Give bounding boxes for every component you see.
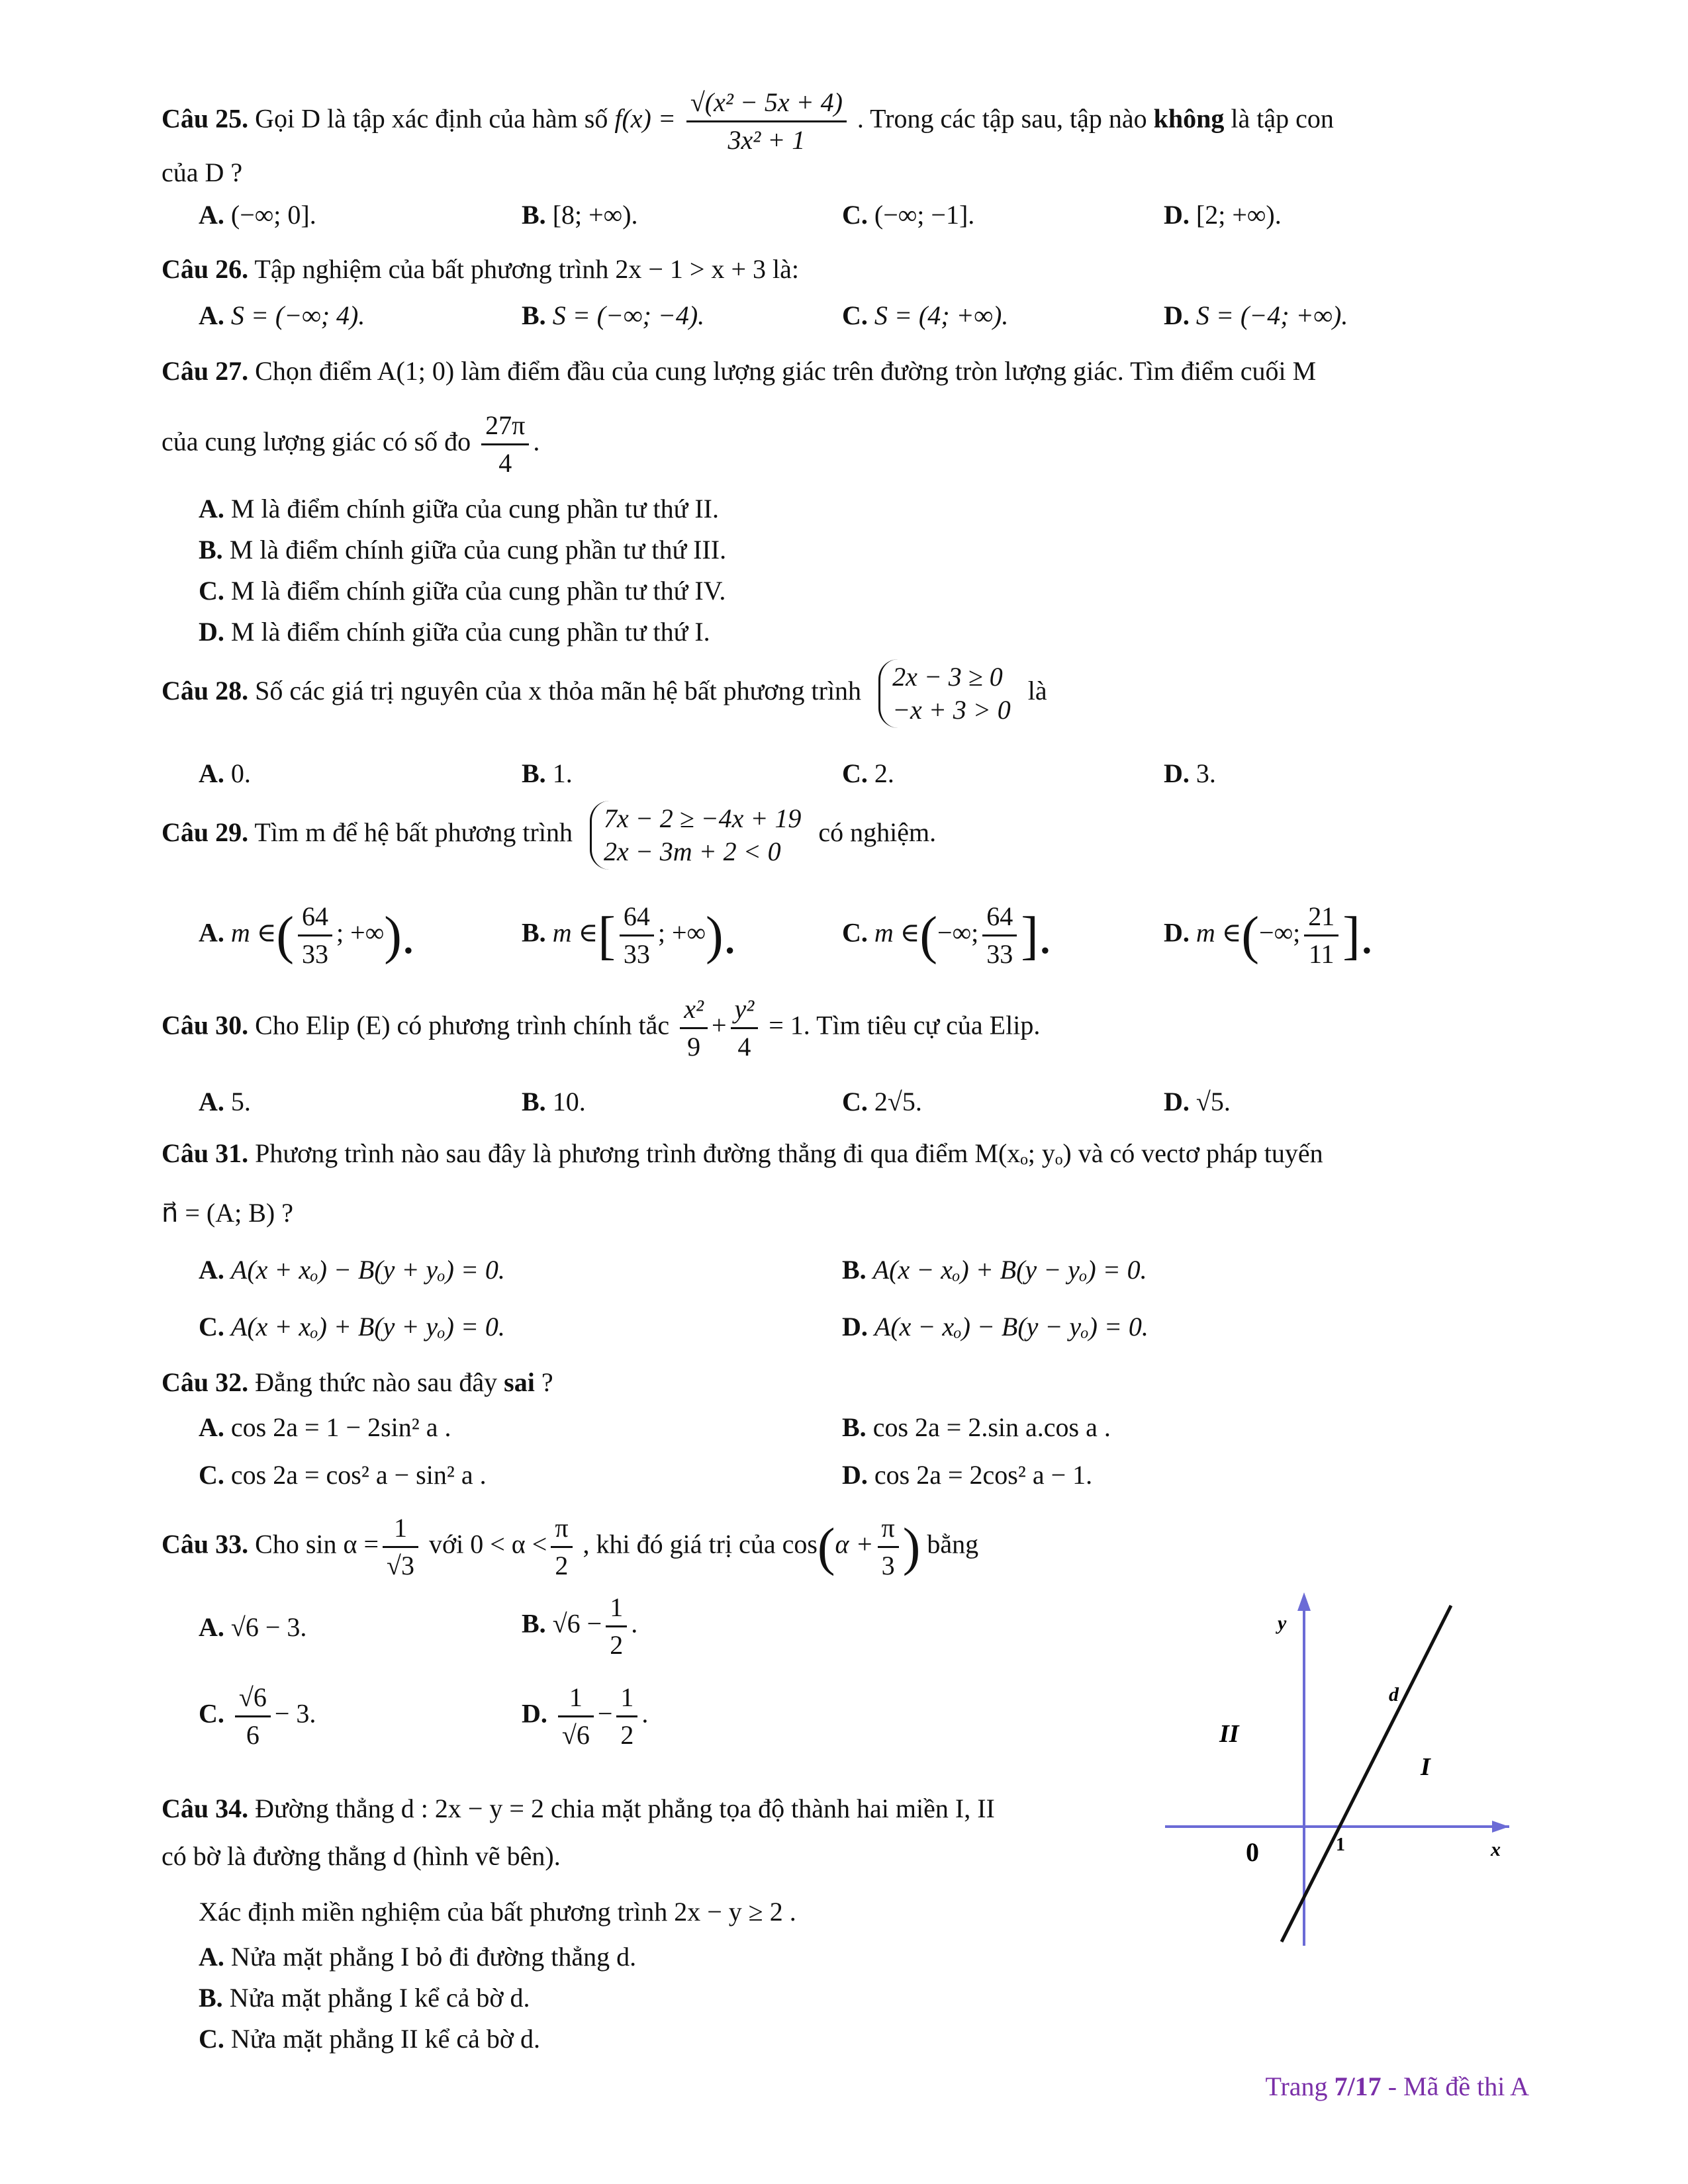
q25-option-b[interactable]: B. [8; +∞). — [522, 200, 638, 230]
line-d-label: d — [1389, 1684, 1399, 1706]
q28-option-c[interactable]: C. 2. — [842, 758, 894, 788]
q30-option-c[interactable]: C. 2√5. — [842, 1087, 922, 1116]
question-34-line3: Xác định miền nghiệm của bất phương trình 2x − y ≥ 2 . — [199, 1897, 796, 1927]
function-fraction: $\frac{\text{√(x² − 5x + 4)}}{\text{3x² + 1}}$ — [686, 86, 847, 157]
y-axis-label: y — [1278, 1612, 1287, 1634]
page-footer: Trang 7/17 - Mã đề thi A — [1265, 2071, 1529, 2101]
q29-option-b[interactable]: B. m ∈[ $\frac{64}{33}$ ; +∞). — [522, 901, 737, 969]
page-number: 7/17 — [1334, 2071, 1382, 2101]
q33-option-b[interactable]: B. √6 − $\frac{1}{2}$ . — [522, 1592, 638, 1660]
region-two-label: II — [1219, 1720, 1239, 1748]
coordinate-figure — [1165, 1588, 1509, 1946]
q27-option-c[interactable]: C. M là điểm chính giữa của cung phần tư thứ IV. — [199, 576, 726, 606]
q32-option-a[interactable]: A. cos 2a = 1 − 2sin² a . — [199, 1412, 451, 1442]
question-27: Câu 27. Chọn điểm A(1; 0) làm điểm đầu của cung lượng giác trên đường tròn lượng giác. Tìm điểm cuối M — [162, 356, 1317, 386]
emphasis-sai: sai — [504, 1367, 535, 1397]
q32-option-b[interactable]: B. cos 2a = 2.sin a.cos a . — [842, 1412, 1111, 1442]
angle-fraction: $\frac{27\pi}{4}$ — [481, 409, 529, 480]
q28-option-d[interactable]: D. 3. — [1164, 758, 1216, 788]
q31-option-a[interactable]: A. A(x + xₒ) − B(y + yₒ) = 0. — [199, 1255, 505, 1285]
q26-option-c[interactable]: C. S = (4; +∞). — [842, 300, 1009, 330]
q28-option-b[interactable]: B. 1. — [522, 758, 573, 788]
q32-option-d[interactable]: D. cos 2a = 2cos² a − 1. — [842, 1460, 1093, 1490]
question-25-line2: của D ? — [162, 158, 243, 187]
y-axis — [1297, 1592, 1311, 1946]
q30-option-b[interactable]: B. 10. — [522, 1087, 586, 1116]
function-lhs: f(x) = — [614, 103, 676, 134]
q25-option-c[interactable]: C. (−∞; −1]. — [842, 200, 975, 230]
q27-option-b[interactable]: B. M là điểm chính giữa của cung phần tư thứ III. — [199, 535, 727, 565]
q32-option-c[interactable]: C. cos 2a = cos² a − sin² a . — [199, 1460, 487, 1490]
q25-option-a[interactable]: A. (−∞; 0]. — [199, 200, 316, 230]
q26-option-b[interactable]: B. S = (−∞; −4). — [522, 300, 705, 330]
q27-option-d[interactable]: D. M là điểm chính giữa của cung phần tư thứ I. — [199, 617, 710, 647]
question-31: Câu 31. Phương trình nào sau đây là phương trình đường thẳng đi qua điểm M(xₒ; yₒ) và có vectơ pháp tuyến — [162, 1138, 1323, 1168]
question-33: Câu 33. Cho sin α = $\frac{1}{√3}$ với 0 < α < $\frac{\pi}{2}$ , khi đó giá trị của cos(α + $\frac{\pi}{3}$ ) bằng — [162, 1513, 979, 1580]
q28-option-a[interactable]: A. 0. — [199, 758, 251, 788]
question-28: Câu 28. Số các giá trị nguyên của x thỏa mãn hệ bất phương trình 2x − 3 ≥ 0 −x + 3 > 0 là — [162, 659, 1529, 728]
question-27-line2: của cung lượng giác có số đo $\frac{27\pi}{4}$ . — [162, 409, 1529, 480]
q33-option-d[interactable]: D. $\frac{1}{√6}$ − $\frac{1}{2}$ . — [522, 1682, 649, 1750]
question-25: Câu 25. Gọi D là tập xác định của hàm số f(x) = $\frac{\text{√(x² − 5x + 4)}}{\text{3x² + 1}}$ . Trong các tập sau, tập nào không là tập con — [162, 86, 1529, 157]
q30-option-d[interactable]: D. √5. — [1164, 1087, 1231, 1116]
region-one-label: I — [1421, 1753, 1430, 1781]
q29-option-a[interactable]: A. m ∈( $\frac{64}{33}$ ; +∞). — [199, 901, 415, 969]
question-26: Câu 26. Tập nghiệm của bất phương trình 2x − 1 > x + 3 là: — [162, 254, 799, 284]
q34-option-b[interactable]: B. Nửa mặt phẳng I kể cả bờ d. — [199, 1983, 530, 2013]
question-25-text: Gọi D là tập xác định của hàm số — [255, 103, 608, 134]
q25-option-d[interactable]: D. [2; +∞). — [1164, 200, 1282, 230]
q27-option-a[interactable]: A. M là điểm chính giữa của cung phần tư thứ II. — [199, 494, 719, 523]
question-31-line2: n⃗ = (A; B) ? — [162, 1198, 293, 1228]
q33-option-a[interactable]: A. √6 − 3. — [199, 1612, 307, 1642]
q33-option-c[interactable]: C. $\frac{√6}{6}$ − 3. — [199, 1682, 316, 1750]
q34-option-c[interactable]: C. Nửa mặt phẳng II kể cả bờ d. — [199, 2024, 540, 2054]
inequality-system: 7x − 2 ≥ −4x + 19 2x − 3m + 2 < 0 — [590, 801, 801, 870]
question-34-line2: có bờ là đường thẳng d (hình vẽ bên). — [162, 1841, 561, 1871]
emphasis-khong: không — [1153, 103, 1225, 134]
q29-option-c[interactable]: C. m ∈(−∞; $\frac{64}{33}$ ]. — [842, 901, 1052, 969]
x-axis-label: x — [1491, 1839, 1501, 1860]
inequality-system: 2x − 3 ≥ 0 −x + 3 > 0 — [878, 659, 1011, 728]
q31-option-b[interactable]: B. A(x − xₒ) + B(y − yₒ) = 0. — [842, 1255, 1147, 1285]
origin-label: 0 — [1246, 1837, 1259, 1867]
q26-option-d[interactable]: D. S = (−4; +∞). — [1164, 300, 1348, 330]
q34-option-a[interactable]: A. Nửa mặt phẳng I bỏ đi đường thẳng d. — [199, 1942, 637, 1972]
q26-option-a[interactable]: A. S = (−∞; 4). — [199, 300, 365, 330]
question-34: Câu 34. Đường thẳng d : 2x − y = 2 chia mặt phẳng tọa độ thành hai miền I, II — [162, 1794, 995, 1823]
question-32: Câu 32. Đẳng thức nào sau đây sai ? — [162, 1367, 553, 1397]
question-30: Câu 30. Cho Elip (E) có phương trình chính tắc $\frac{\text{x²}}{9}$ + $\frac{\text{y²}}{4}$ = 1. Tìm tiêu cự của Elip. — [162, 994, 1041, 1062]
q30-option-a[interactable]: A. 5. — [199, 1087, 251, 1116]
question-25-label: Câu 25. — [162, 103, 249, 134]
tick-one-label: 1 — [1336, 1835, 1345, 1855]
q29-option-d[interactable]: D. m ∈(−∞; $\frac{21}{11}$ ]. — [1164, 901, 1374, 969]
question-29: Câu 29. Tìm m để hệ bất phương trình 7x − 2 ≥ −4x + 19 2x − 3m + 2 < 0 có nghiệm. — [162, 801, 1529, 870]
q31-option-c[interactable]: C. A(x + xₒ) + B(y + yₒ) = 0. — [199, 1312, 505, 1342]
q31-option-d[interactable]: D. A(x − xₒ) − B(y − yₒ) = 0. — [842, 1312, 1149, 1342]
